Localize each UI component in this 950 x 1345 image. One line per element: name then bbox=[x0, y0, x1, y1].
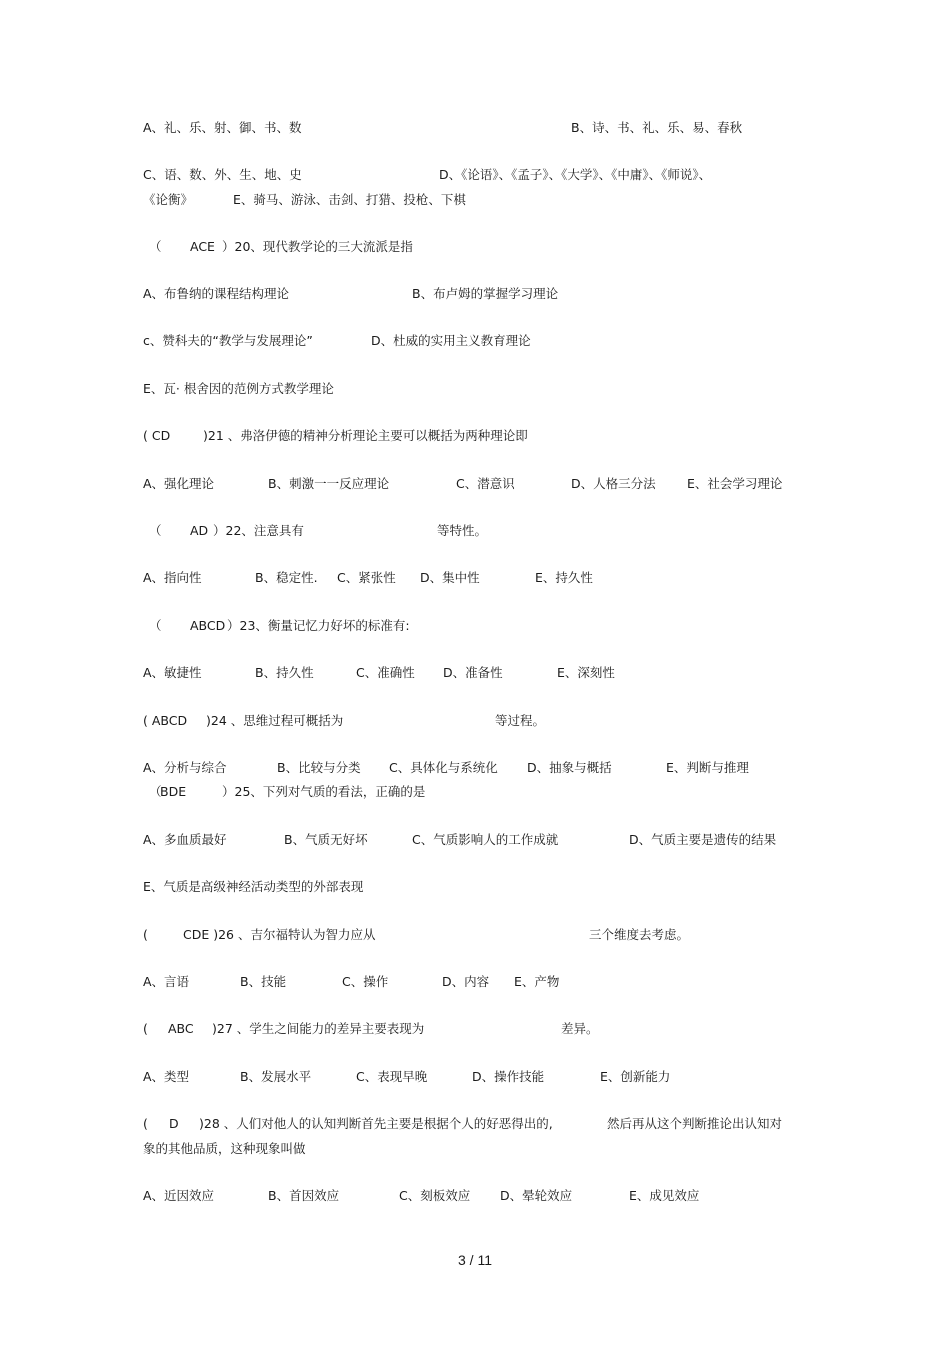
answer-key: ABCD bbox=[190, 618, 226, 633]
question-text: CDE )26 、吉尔福特认为智力应从 bbox=[183, 927, 376, 942]
question-text: )24 、思维过程可概括为 bbox=[206, 713, 344, 728]
question-text: ）25、下列对气质的看法，正确的是 bbox=[222, 784, 426, 799]
option-text: 《论衡》 bbox=[143, 192, 194, 207]
option-text: B、比较与分类 bbox=[277, 760, 361, 775]
option-text: C、气质影响人的工作成就 bbox=[412, 832, 559, 847]
option-text: A、强化理论 bbox=[143, 476, 215, 491]
option-text: B、发展水平 bbox=[240, 1069, 312, 1084]
answer-key: D bbox=[169, 1116, 179, 1131]
option-text: E、瓦· 根舍因的范例方式教学理论 bbox=[143, 381, 334, 396]
answer-bracket: ( bbox=[143, 1116, 148, 1131]
option-text: A、多血质最好 bbox=[143, 832, 227, 847]
page-number: 3 / 11 bbox=[458, 1252, 492, 1268]
option-text: E、成见效应 bbox=[629, 1188, 700, 1203]
option-text: E、产物 bbox=[514, 974, 560, 989]
option-text: E、气质是高级神经活动类型的外部表现 bbox=[143, 879, 364, 894]
question-text: ）22、注意具有 bbox=[213, 523, 304, 538]
question-text: ）20、现代教学论的三大流派是指 bbox=[222, 239, 413, 254]
option-text: A、言语 bbox=[143, 974, 190, 989]
option-text: C、潜意识 bbox=[456, 476, 515, 491]
option-text: B、布卢姆的掌握学习理论 bbox=[412, 286, 559, 301]
question-text: ）23、衡量记忆力好坏的标准有: bbox=[227, 618, 410, 633]
option-text: C、操作 bbox=[342, 974, 389, 989]
option-text: A、指向性 bbox=[143, 570, 202, 585]
answer-bracket: （ bbox=[149, 523, 162, 538]
option-text: E、判断与推理 bbox=[666, 760, 749, 775]
option-text: B、持久性 bbox=[255, 665, 314, 680]
option-text: C、表现早晚 bbox=[356, 1069, 428, 1084]
option-text: D、准备性 bbox=[443, 665, 503, 680]
question-text: 象的其他品质，这种现象叫做 bbox=[143, 1141, 306, 1156]
answer-bracket: （ bbox=[149, 618, 162, 633]
question-text: 差异。 bbox=[561, 1021, 599, 1036]
answer-key: AD bbox=[190, 523, 209, 538]
option-text: A、礼、乐、射、御、书、数 bbox=[143, 120, 302, 135]
option-text: D、抽象与概括 bbox=[527, 760, 612, 775]
option-text: B、刺激一一反应理论 bbox=[268, 476, 390, 491]
question-text: 等过程。 bbox=[495, 713, 546, 728]
option-text: A、分析与综合 bbox=[143, 760, 227, 775]
option-text: D、集中性 bbox=[420, 570, 480, 585]
option-text: C、具体化与系统化 bbox=[389, 760, 498, 775]
answer-key: ( ABCD bbox=[143, 713, 188, 728]
question-text: 然后再从这个判断推论出认知对 bbox=[607, 1116, 783, 1131]
answer-key: ( CD bbox=[143, 428, 171, 443]
answer-bracket: （ bbox=[149, 784, 162, 799]
option-text: C、紧张性 bbox=[337, 570, 396, 585]
question-text: 等特性。 bbox=[437, 523, 488, 538]
option-text: D、人格三分法 bbox=[571, 476, 656, 491]
answer-key: ACE bbox=[190, 239, 215, 254]
answer-key: ABC bbox=[168, 1021, 194, 1036]
option-text: C、语、数、外、生、地、史 bbox=[143, 167, 302, 182]
option-text: E、社会学习理论 bbox=[687, 476, 783, 491]
question-text: )27 、学生之间能力的差异主要表现为 bbox=[212, 1021, 425, 1036]
option-text: B、稳定性. bbox=[255, 570, 318, 585]
option-text: D、气质主要是遗传的结果 bbox=[629, 832, 777, 847]
option-text: C、准确性 bbox=[356, 665, 415, 680]
answer-key: BDE bbox=[160, 784, 187, 799]
option-text: B、技能 bbox=[240, 974, 287, 989]
option-text: A、近因效应 bbox=[143, 1188, 215, 1203]
option-text: E、创新能力 bbox=[600, 1069, 671, 1084]
option-text: c、赞科夫的“教学与发展理论” bbox=[143, 333, 313, 348]
option-text: D、晕轮效应 bbox=[500, 1188, 573, 1203]
option-text: A、敏捷性 bbox=[143, 665, 202, 680]
option-text: B、首因效应 bbox=[268, 1188, 340, 1203]
option-text: D、杜威的实用主义教育理论 bbox=[371, 333, 531, 348]
option-text: E、持久性 bbox=[535, 570, 593, 585]
question-text: )21 、弗洛伊德的精神分析理论主要可以概括为两种理论即 bbox=[203, 428, 528, 443]
option-text: A、布鲁纳的课程结构理论 bbox=[143, 286, 290, 301]
option-text: D、内容 bbox=[442, 974, 490, 989]
option-text: A、类型 bbox=[143, 1069, 190, 1084]
answer-bracket: （ bbox=[149, 239, 162, 254]
option-text: B、诗、书、礼、乐、易、春秋 bbox=[571, 120, 743, 135]
question-text: )28 、人们对他人的认知判断首先主要是根据个人的好恶得出的, bbox=[199, 1116, 553, 1131]
option-text: D、操作技能 bbox=[472, 1069, 545, 1084]
option-text: E、深刻性 bbox=[557, 665, 615, 680]
option-text: D、《论语》、《孟子》、《大学》、《中庸》、《师说》、 bbox=[439, 167, 712, 182]
answer-bracket: ( bbox=[143, 1021, 148, 1036]
option-text: B、气质无好坏 bbox=[284, 832, 368, 847]
option-text: E、骑马、游泳、击剑、打猎、投枪、下棋 bbox=[233, 192, 466, 207]
option-text: C、刻板效应 bbox=[399, 1188, 471, 1203]
question-text: 三个维度去考虑。 bbox=[589, 927, 690, 942]
answer-bracket: ( bbox=[143, 927, 148, 942]
